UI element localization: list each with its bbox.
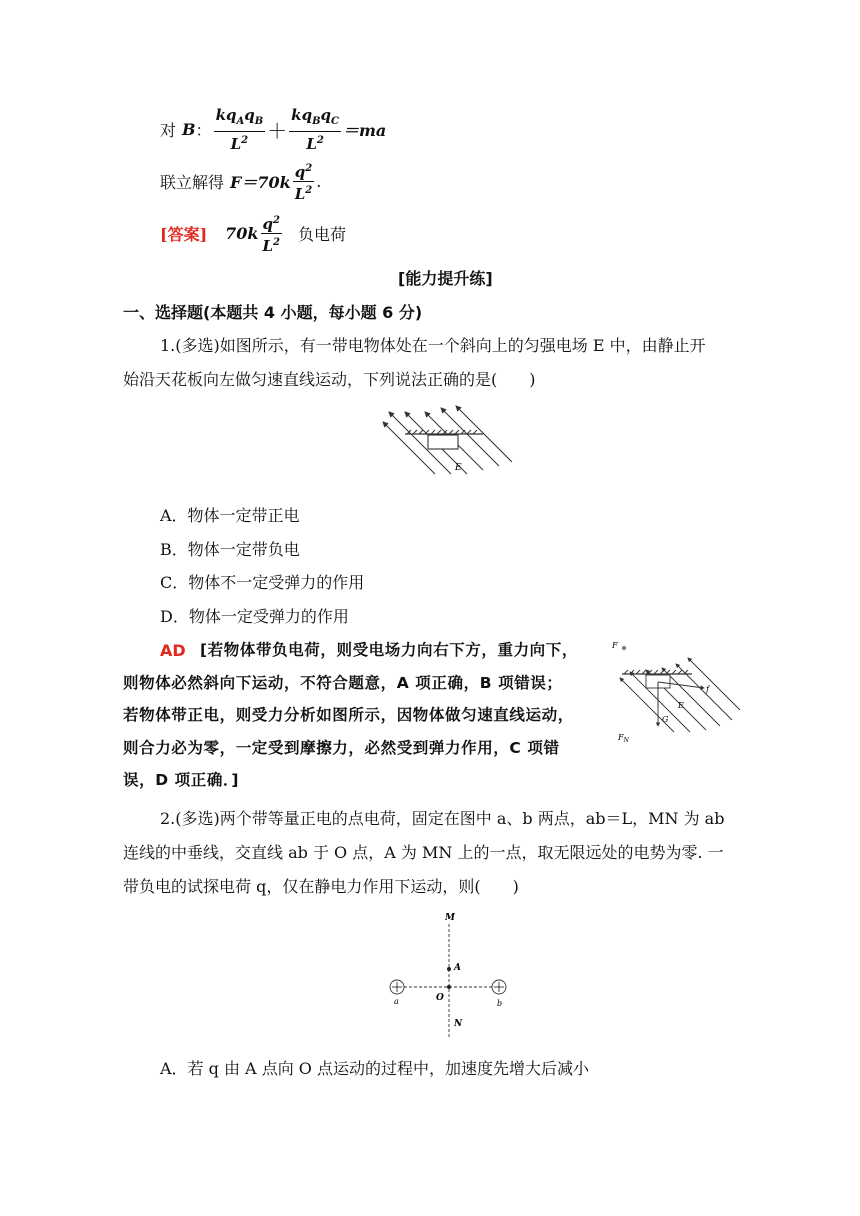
frac1-kq: kq [215, 106, 237, 124]
q2-label-n: N [454, 1019, 463, 1029]
solve-fraction [293, 160, 314, 203]
q2-label-o: O [436, 993, 444, 1003]
frac1-sub-b: B [254, 116, 264, 127]
frac2-sub-c: C [331, 116, 339, 127]
formula-b-colon: ： [195, 121, 212, 140]
force-origin-dot [622, 646, 626, 650]
answer-num: q [262, 215, 274, 233]
q1-answer-key: AD [160, 641, 186, 660]
solve-prefix: 联立解得 [160, 173, 225, 192]
solve-den-exp: 2 [305, 185, 313, 196]
q1-option-d: D．物体一定受弹力的作用 [160, 607, 349, 626]
q1-explain-line5: 误，D 项正确．] [123, 771, 239, 789]
q1-explain-line1: [若物体带负电荷，则受电场力向右下方，重力向下， [200, 641, 578, 659]
frac1-den: L [230, 135, 242, 153]
fig2-label-f: F [612, 641, 618, 650]
solve-line [160, 160, 321, 203]
q1-line1: 1.(多选)如图所示，有一带电物体处在一个斜向上的匀强电场 E 中，由静止开 [160, 336, 706, 355]
solve-num-exp: 2 [305, 163, 313, 174]
answer-text: 负电荷 [297, 225, 346, 244]
q1-option-b: B．物体一定带负电 [160, 540, 300, 559]
frac2-den: L [306, 135, 317, 153]
frac1-den-exp: 2 [241, 135, 249, 146]
answer-den: L [262, 237, 274, 255]
answer-line [160, 212, 346, 255]
q1-explain-line4: 则合力必为零，一定受到摩擦力，必然受到弹力作用，C 项错 [123, 738, 560, 757]
q2-line3: 带负电的试探电荷 q，仅在静电力作用下运动，则( ) [123, 877, 519, 896]
solve-num: q [294, 163, 306, 181]
formula-b-rhs: ＝ma [342, 121, 387, 140]
fig2-label-fn: $F_N$ [618, 733, 629, 744]
q1-force-diagram [606, 634, 746, 746]
q2-label-small-b: b [497, 999, 503, 1008]
q2-line1: 2.(多选)两个带等量正电的点电荷，固定在图中 a、b 两点，ab＝L，MN 为 ab [160, 809, 725, 828]
fraction-bc [289, 106, 341, 153]
frac1-q: q [244, 106, 255, 124]
plus-sign: ＋ [267, 119, 288, 143]
q2-label-m: M [445, 913, 455, 923]
frac1-sub-a: A [236, 116, 245, 127]
q2-charges-diagram [380, 908, 540, 1046]
point-o-dot [447, 985, 451, 989]
q1-field-diagram [375, 400, 525, 480]
solve-end: . [316, 172, 322, 191]
frac2-kq: kq [291, 106, 313, 124]
q2-label-small-a: a [394, 997, 399, 1006]
fig2-label-g: G [662, 715, 669, 724]
section-title: [能力提升练] [398, 269, 493, 288]
fraction-ab [214, 106, 266, 153]
q1-explain-line3: 若物体带正电，则受力分析如图所示，因物体做匀速直线运动， [123, 706, 574, 724]
q1-explain-line2: 则物体必然斜向下运动，不符合题意，A 项正确，B 项错误； [123, 673, 563, 692]
formula-b-prefix: 对 [160, 121, 177, 140]
solve-lhs: F＝70k [230, 173, 291, 192]
answer-num-exp: 2 [273, 215, 280, 226]
q2-label-a: A [454, 963, 461, 973]
q1-option-a: A．物体一定带正电 [160, 506, 300, 525]
answer-den-exp: 2 [273, 237, 280, 248]
q2-option-a: A．若 q 由 A 点向 O 点运动的过程中，加速度先增大后减小 [160, 1059, 589, 1078]
q1-option-c: C．物体不一定受弹力的作用 [160, 573, 365, 592]
frac2-den-exp: 2 [316, 135, 324, 146]
part-title: 一、选择题(本题共 4 小题，每小题 6 分) [123, 303, 423, 322]
answer-fraction [261, 212, 282, 255]
q1-fig-label-e: E [455, 463, 462, 473]
q1-line2: 始沿天花板向左做匀速直线运动，下列说法正确的是( ) [123, 370, 536, 389]
q1-explanation [123, 634, 593, 797]
frac2-q: q [320, 106, 332, 124]
answer-coef: 70k [225, 224, 259, 243]
frac2-sub-b: B [312, 116, 321, 127]
formula-b-var: B [182, 120, 196, 139]
solve-den: L [294, 185, 306, 203]
fig2-label-small-f: f [706, 685, 709, 694]
q2-line2: 连线的中垂线，交直线 ab 于 O 点，A 为 MN 上的一点，取无限远处的电势为零. 一 [123, 843, 724, 862]
answer-tag: [答案] [160, 225, 208, 244]
point-a-dot [447, 967, 451, 971]
formula-b-line [160, 106, 386, 153]
fig2-label-e: E [678, 701, 684, 710]
